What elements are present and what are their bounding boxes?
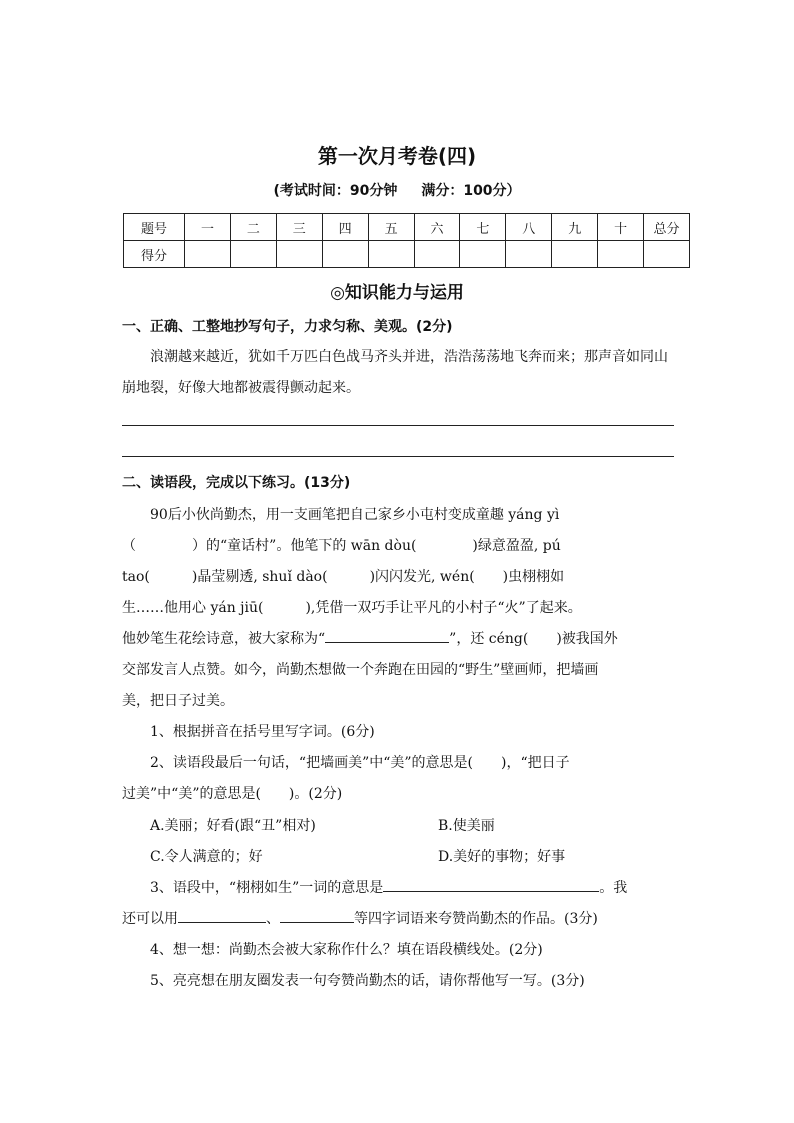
score-header-cell: 四 [322,214,368,241]
score-cell[interactable] [230,241,276,268]
score-cell[interactable] [552,241,598,268]
score-cell[interactable] [644,241,690,268]
title-answer-blank[interactable] [325,628,449,643]
q2-sub3-text: 还可以用 [122,911,178,927]
exam-full-score: 满分：100分） [421,183,521,199]
q2-sub3-line1 [150,877,627,897]
q2-sub5: 5、亮亮想在朋友圈发表一句夸赞尚勤杰的话，请你帮他写一写。(3分) [150,973,585,989]
score-cell[interactable] [460,241,506,268]
score-table-score-row [124,241,690,268]
section-heading: ◎知识能力与运用 [330,283,464,303]
q2-sub2-line2: 过美”中“美”的意思是( )。(2分) [122,786,343,802]
score-table [123,213,690,268]
exam-title: 第一次月考卷(四) [317,144,477,168]
idiom-answer-blank-2[interactable] [280,908,354,923]
q2-sub3-text: 。我 [599,880,628,896]
q2-passage-line: （ ）的“童话村”。他笔下的 wān dòu( )绿意盈盈, pú [122,538,561,554]
q1-passage: 浪潮越来越近，犹如千万匹白色战马齐头并进，浩浩荡荡地飞奔而来；那声音如同山崩地裂，好像大地都被震得颤动起来。 [122,349,668,396]
meaning-answer-blank[interactable] [383,877,599,892]
score-cell[interactable] [598,241,644,268]
option-c[interactable]: C.令人满意的；好 [150,849,263,865]
q2-passage-line: 90后小伙尚勤杰，用一支画笔把自己家乡小屯村变成童趣 yáng yì [150,507,560,523]
q2-passage-line: 美，把日子过美。 [122,693,234,709]
score-table-header-row [124,214,690,241]
exam-time: (考试时间：90分钟 [273,183,398,199]
score-header-cell: 五 [368,214,414,241]
score-cell[interactable] [368,241,414,268]
q2-passage-text: ”，还 céng( )被我国外 [449,631,618,647]
score-header-cell: 总分 [644,214,690,241]
score-header-cell: 六 [414,214,460,241]
q2-sub3-line2 [122,908,598,928]
q2-passage-line [122,628,618,648]
score-cell[interactable] [322,241,368,268]
score-header-cell: 二 [230,214,276,241]
q2-passage-line: tao( )晶莹剔透, shuǐ dào( )闪闪发光, wén( )虫栩栩如 [122,569,565,585]
q1-writing-line[interactable] [122,456,674,457]
score-header-cell: 七 [460,214,506,241]
score-header-cell: 八 [506,214,552,241]
score-header-cell: 一 [185,214,231,241]
score-row-label: 得分 [124,241,185,268]
idiom-answer-blank-1[interactable] [178,908,266,923]
q2-sub3-text: 3、语段中，“栩栩如生”一词的意思是 [150,880,384,896]
q2-passage-text: 他妙笔生花绘诗意，被大家称为“ [122,631,326,647]
q2-sub3-text: 、 [266,911,280,927]
option-d[interactable]: D.美好的事物；好事 [438,849,566,865]
option-a[interactable]: A.美丽；好看(跟“丑”相对) [150,818,316,834]
q1-writing-line[interactable] [122,425,674,426]
score-cell[interactable] [276,241,322,268]
q2-passage-line: 生……他用心 yán jiū( ),凭借一双巧手让平凡的小村子“火”了起来。 [122,600,582,616]
score-header-cell: 九 [552,214,598,241]
score-header-cell: 题号 [124,214,185,241]
score-cell[interactable] [414,241,460,268]
exam-subtitle [0,180,794,200]
score-cell[interactable] [185,241,231,268]
q2-sub2-line1: 2、读语段最后一句话，“把墙画美”中“美”的意思是( )，“把日子 [150,755,570,771]
score-header-cell: 十 [598,214,644,241]
q2-heading: 二、读语段，完成以下练习。(13分) [122,475,351,491]
q2-passage-line: 交部发言人点赞。如今，尚勤杰想做一个奔跑在田园的“野生”壁画师，把墙画 [122,662,599,678]
q1-heading: 一、正确、工整地抄写句子，力求匀称、美观。(2分) [122,319,453,335]
q2-sub3-text: 等四字词语来夸赞尚勤杰的作品。(3分) [354,911,598,927]
q2-sub1: 1、根据拼音在括号里写字词。(6分) [150,724,375,740]
score-header-cell: 三 [276,214,322,241]
option-b[interactable]: B.使美丽 [438,818,495,834]
score-cell[interactable] [506,241,552,268]
q2-sub4: 4、想一想：尚勤杰会被大家称作什么？填在语段横线处。(2分) [150,942,543,958]
